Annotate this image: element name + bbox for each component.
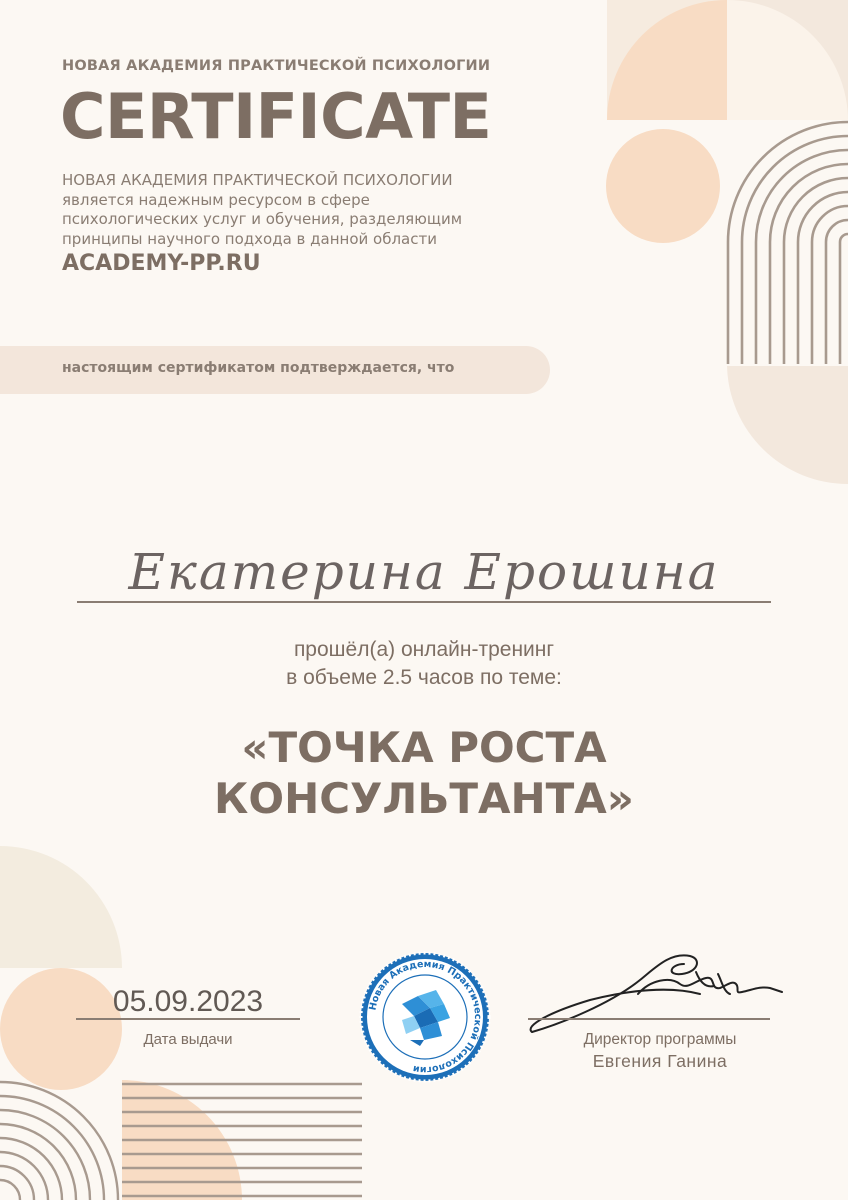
confirmation-text: настоящим сертификатом подтверждается, что <box>62 360 455 376</box>
academy-description <box>62 171 532 249</box>
statement-line: в объеме 2.5 часов по теме: <box>286 666 562 689</box>
issue-date-label: Дата выдачи <box>143 1031 233 1048</box>
recipient-name: Екатерина Ерошина <box>128 543 720 601</box>
issue-date: 05.09.2023 <box>112 985 264 1018</box>
seal-text: Новая Академия Практической Психологии <box>367 958 484 1076</box>
description-line: психологических услуг и обучения, разделяющим <box>62 210 463 228</box>
director-signature-icon <box>520 950 788 1040</box>
director-name: Евгения Ганина <box>592 1051 728 1071</box>
training-statement <box>0 636 848 692</box>
topic-line: «ТОЧКА РОСТА <box>241 723 607 772</box>
description-line: принципы научного подхода в данной области <box>62 229 437 248</box>
academy-seal-icon <box>358 950 492 1084</box>
academy-name: НОВАЯ АКАДЕМИЯ ПРАКТИЧЕСКОЙ ПСИХОЛОГИИ <box>62 58 491 74</box>
description-line: является надежным ресурсом в сфере <box>62 190 370 209</box>
description-line: НОВАЯ АКАДЕМИЯ ПРАКТИЧЕСКОЙ ПСИХОЛОГИИ <box>62 171 453 189</box>
signature-line <box>528 1018 770 1020</box>
course-topic <box>0 722 848 824</box>
director-role: Директор программы <box>583 1031 737 1048</box>
statement-line: прошёл(а) онлайн-тренинг <box>293 638 555 661</box>
topic-line: КОНСУЛЬТАНТА» <box>214 774 634 823</box>
name-underline <box>77 601 771 603</box>
academy-website: ACADEMY-PP.RU <box>62 251 261 276</box>
date-underline <box>76 1018 300 1020</box>
certificate-title: CERTIFICATE <box>60 80 492 153</box>
